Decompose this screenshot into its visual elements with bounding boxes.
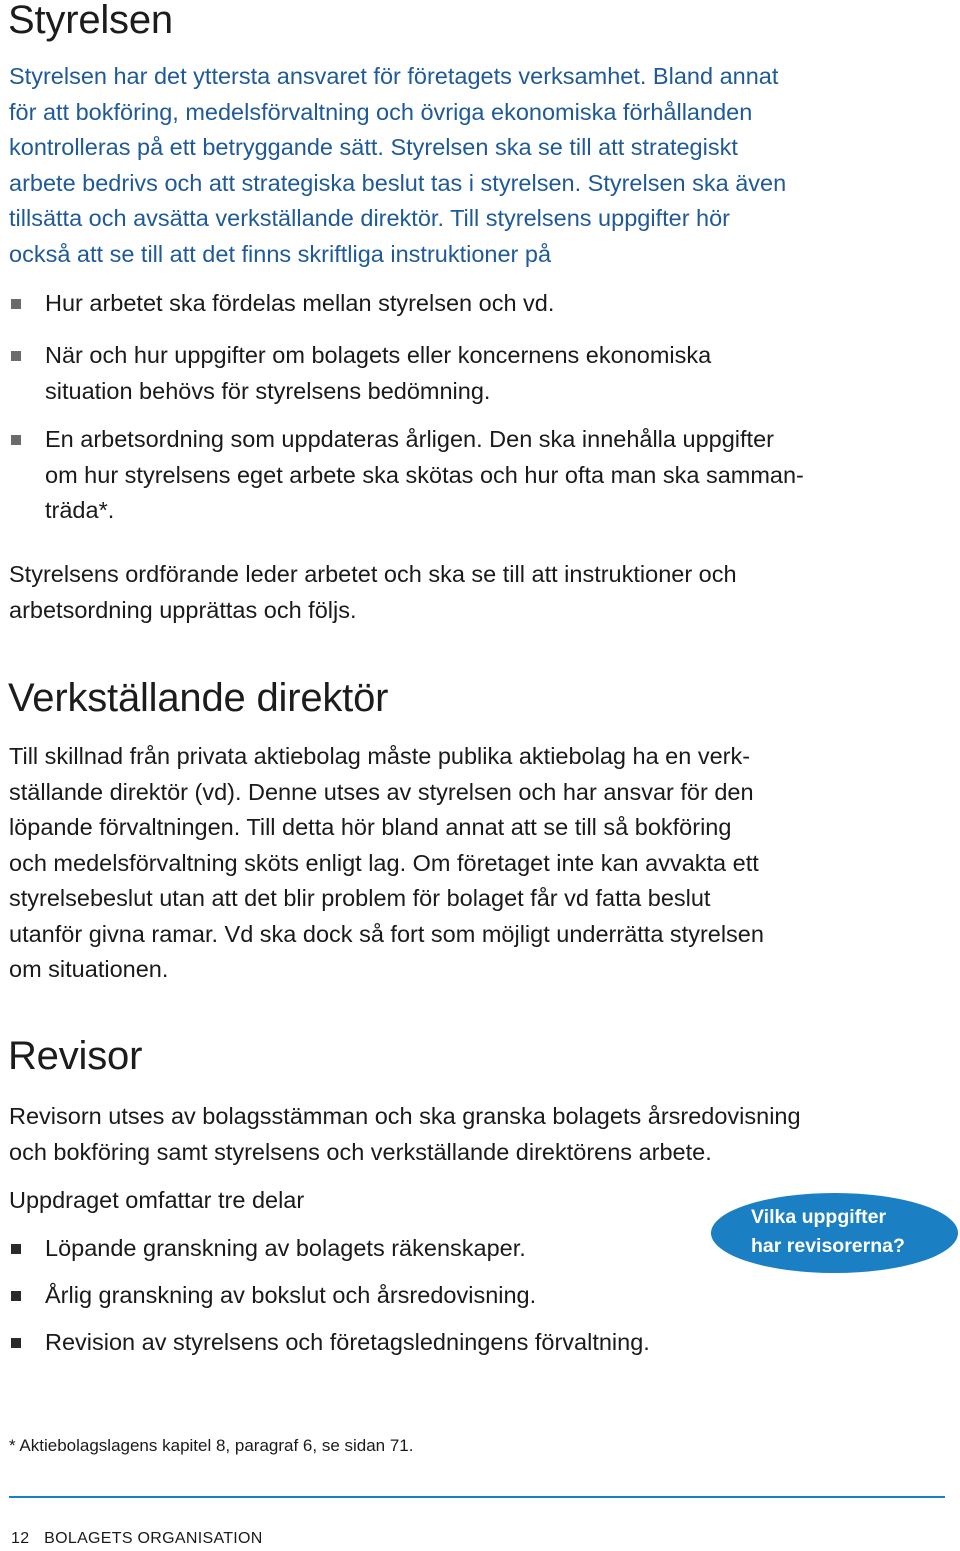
text-line: Styrelsens ordförande leder arbetet och ska se till att instruktioner och [9, 561, 737, 587]
revisor-question-callout [711, 1193, 958, 1273]
text-line: arbetsordning upprättas och följs. [9, 596, 357, 623]
ordforande-paragraph [9, 557, 737, 628]
text-line: löpande förvaltningen. Till detta hör bland annat att se till så bokföring [9, 814, 732, 840]
page-footer [11, 1530, 263, 1548]
callout-line: har revisorerna? [751, 1235, 905, 1257]
vd-paragraph [9, 739, 764, 988]
bullet-text: Årlig granskning av bokslut och årsredovisning. [45, 1282, 537, 1308]
footnote: * Aktiebolagslagens kapitel 8, paragraf 6, se sidan 71. [9, 1436, 414, 1455]
text-line: ställande direktör (vd). Denne utses av styrelsen och har ansvar för den [9, 778, 754, 805]
text-line: Hur arbetet ska fördelas mellan styrelsen och vd. [45, 290, 555, 316]
footer-divider [9, 1496, 945, 1498]
uppdraget-subheading: Uppdraget omfattar tre delar [9, 1187, 305, 1213]
text-line: När och hur uppgifter om bolagets eller koncernens ekonomiska [45, 342, 712, 368]
section-title: BOLAGETS ORGANISATION [44, 1530, 263, 1547]
text-line: Till skillnad från privata aktiebolag måste publika aktiebolag ha en verk- [9, 743, 751, 769]
text-line: träda*. [45, 497, 115, 523]
heading-styrelsen: Styrelsen [8, 0, 173, 42]
text-line: styrelsebeslut utan att det blir problem för bolaget får vd fatta beslut [9, 885, 711, 911]
text-line: för att bokföring, medelsförvaltning och övriga ekonomiska förhållanden [9, 98, 753, 125]
bullet-text [45, 286, 554, 322]
square-bullet-icon [11, 299, 21, 309]
text-line: och bokföring samt styrelsens och verkställande direktörens arbete. [9, 1138, 712, 1165]
text-line: tillsätta och avsätta verkställande direktör. Till styrelsens uppgifter hör [9, 205, 731, 231]
text-line: också att se till att det finns skriftliga instruktioner på [9, 240, 552, 267]
bullet-text: Löpande granskning av bolagets räkenskaper. [45, 1235, 526, 1261]
text-line: situation behövs för styrelsens bedömning. [45, 377, 491, 404]
text-line: Revisorn utses av bolagsstämman och ska granska bolagets årsredovisning [9, 1103, 801, 1129]
text-line: och medelsförvaltning sköts enligt lag. Om företaget inte kan avvakta ett [9, 849, 759, 876]
page-number: 12 [11, 1530, 30, 1547]
text-line: arbete bedrivs och att strategiska beslut tas i styrelsen. Styrelsen ska även [9, 169, 787, 196]
text-line: utanför givna ramar. Vd ska dock så fort som möjligt underrätta styrelsen [9, 920, 764, 947]
square-bullet-icon [11, 1338, 21, 1348]
bullet-text: Revision av styrelsens och företagsledningens förvaltning. [45, 1329, 650, 1355]
styrelsen-intro-paragraph [9, 59, 786, 272]
text-line: En arbetsordning som uppdateras årligen. Den ska innehålla uppgifter [45, 426, 774, 452]
square-bullet-icon [11, 1244, 21, 1254]
callout-line: Vilka uppgifter [751, 1206, 887, 1228]
square-bullet-icon [11, 1291, 21, 1301]
text-line: Styrelsen har det yttersta ansvaret för företagets verksamhet. Bland annat [9, 63, 779, 89]
heading-verkstallande-direktor: Verkställande direktör [8, 676, 389, 720]
bullet-text [45, 422, 804, 529]
text-line: kontrolleras på ett betryggande sätt. Styrelsen ska se till att strategiskt [9, 134, 738, 160]
bullet-text [45, 338, 711, 409]
square-bullet-icon [11, 435, 21, 445]
square-bullet-icon [11, 351, 21, 361]
heading-revisor: Revisor [8, 1034, 143, 1078]
text-line: om situationen. [9, 956, 169, 982]
text-line: om hur styrelsens eget arbete ska skötas och hur ofta man ska samman- [45, 461, 804, 488]
revisor-intro-paragraph [9, 1099, 801, 1170]
